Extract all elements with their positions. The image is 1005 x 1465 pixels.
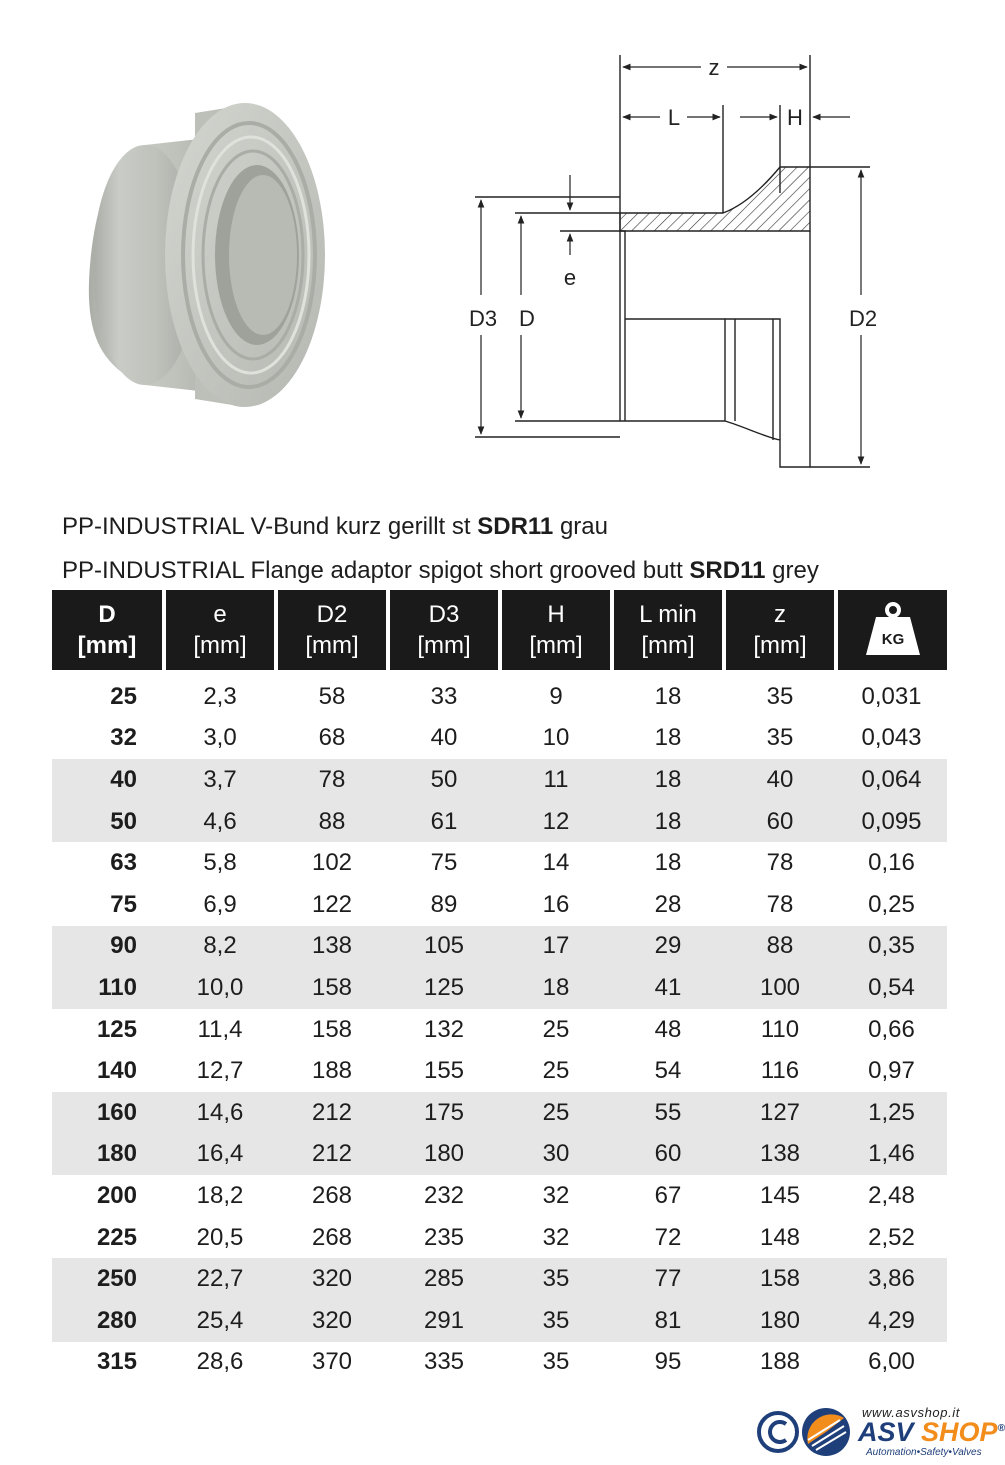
dimensions-table: [52, 590, 947, 1383]
table-cell: 175: [388, 1092, 500, 1134]
table-cell: 320: [276, 1300, 388, 1342]
table-cell: 11,4: [197, 1015, 243, 1043]
table-cell: 25: [542, 1057, 570, 1085]
table-cell: 138: [276, 926, 388, 968]
table-row: [52, 1050, 947, 1092]
table-row: [52, 1092, 947, 1134]
table-row: [52, 759, 947, 801]
table-cell: 0,35: [836, 926, 947, 968]
table-cell: 160: [52, 1092, 164, 1134]
table-cell: 18: [612, 759, 724, 801]
header-d2: D2 [mm]: [276, 590, 388, 670]
table-cell: 268: [311, 1181, 353, 1209]
table-cell: 335: [423, 1348, 465, 1376]
table-cell: 78: [766, 849, 794, 877]
table-cell: 18: [654, 724, 682, 752]
table-cell: 158: [311, 1015, 353, 1043]
table-cell: 285: [388, 1258, 500, 1300]
header-d: D [mm]: [52, 590, 164, 670]
table-cell: 78: [766, 890, 794, 918]
table-cell: 280: [52, 1300, 164, 1342]
table-cell: 16: [542, 890, 570, 918]
table-cell: 67: [654, 1181, 682, 1209]
table-cell: 1,46: [836, 1134, 947, 1176]
table-cell: 10: [542, 724, 570, 752]
table-cell: 148: [759, 1223, 801, 1251]
table-cell: 60: [724, 801, 836, 843]
product-photo: [85, 95, 330, 415]
table-cell: 18: [500, 967, 612, 1009]
header-d3: D3 [mm]: [388, 590, 500, 670]
table-cell: 35: [500, 1258, 612, 1300]
table-cell: 188: [759, 1348, 801, 1376]
table-cell: 100: [724, 967, 836, 1009]
product-titles: [62, 505, 962, 593]
table-cell: 138: [724, 1134, 836, 1176]
table-cell: 25: [500, 1092, 612, 1134]
table-row: [52, 884, 947, 926]
table-cell: 158: [724, 1258, 836, 1300]
table-cell: 3,0: [203, 724, 237, 752]
table-row: [52, 676, 947, 718]
label-e: e: [563, 265, 577, 290]
table-cell: 14: [542, 849, 570, 877]
table-cell: 18: [654, 849, 682, 877]
table-row: [52, 1009, 947, 1051]
table-cell: 155: [423, 1057, 465, 1085]
table-cell: 4,29: [836, 1300, 947, 1342]
table-cell: 2,3: [203, 682, 237, 710]
title-english: PP-INDUSTRIAL Flange adaptor spigot short grooved butt SRD11 grey: [62, 557, 819, 584]
table-row: [52, 801, 947, 843]
table-row: [52, 967, 947, 1009]
table-cell: 145: [759, 1181, 801, 1209]
table-cell: 9: [549, 682, 563, 710]
label-d2: D2: [848, 306, 878, 331]
table-cell: 22,7: [164, 1258, 276, 1300]
header-e: e [mm]: [164, 590, 276, 670]
table-cell: 48: [654, 1015, 682, 1043]
table-row: [52, 842, 947, 884]
header-z: z [mm]: [724, 590, 836, 670]
table-cell: 3,7: [164, 759, 276, 801]
table-cell: 75: [110, 890, 137, 918]
table-cell: 68: [318, 724, 346, 752]
table-cell: 4,6: [164, 801, 276, 843]
table-cell: 41: [612, 967, 724, 1009]
table-cell: 3,86: [836, 1258, 947, 1300]
table-cell: 315: [96, 1348, 137, 1376]
table-cell: 212: [276, 1092, 388, 1134]
table-cell: 25: [542, 1015, 570, 1043]
table-row: [52, 926, 947, 968]
table-cell: 25,4: [164, 1300, 276, 1342]
label-l: L: [667, 105, 681, 130]
table-cell: 158: [276, 967, 388, 1009]
table-row: [52, 1175, 947, 1217]
header-weight: [836, 590, 947, 670]
table-cell: 140: [96, 1057, 137, 1085]
table-cell: 6,9: [203, 890, 237, 918]
table-cell: 14,6: [164, 1092, 276, 1134]
table-cell: 0,031: [861, 682, 922, 710]
table-cell: 132: [423, 1015, 465, 1043]
table-cell: 5,8: [203, 849, 237, 877]
table-cell: 0,095: [836, 801, 947, 843]
table-cell: 12: [500, 801, 612, 843]
table-cell: 32: [542, 1223, 570, 1251]
table-cell: 25: [110, 682, 137, 710]
table-cell: 370: [311, 1348, 353, 1376]
table-cell: 225: [96, 1223, 137, 1251]
table-cell: 55: [612, 1092, 724, 1134]
table-cell: 18,2: [196, 1181, 244, 1209]
table-cell: 33: [430, 682, 458, 710]
table-cell: 16,4: [164, 1134, 276, 1176]
table-cell: 18: [654, 682, 682, 710]
table-cell: 88: [724, 926, 836, 968]
table-row: [52, 1300, 947, 1342]
table-cell: 60: [612, 1134, 724, 1176]
table-row: [52, 1134, 947, 1176]
table-cell: 6,00: [868, 1348, 915, 1376]
table-cell: 72: [654, 1223, 682, 1251]
table-cell: 291: [388, 1300, 500, 1342]
table-cell: 40: [724, 759, 836, 801]
table-cell: 125: [96, 1015, 137, 1043]
table-cell: 127: [724, 1092, 836, 1134]
technical-drawing: [455, 45, 915, 485]
table-cell: 90: [52, 926, 164, 968]
table-row: [52, 718, 947, 760]
table-cell: 35: [766, 682, 794, 710]
table-cell: 78: [276, 759, 388, 801]
table-cell: 0,97: [868, 1057, 915, 1085]
table-cell: 17: [500, 926, 612, 968]
table-cell: 110: [760, 1015, 800, 1043]
table-cell: 63: [110, 849, 137, 877]
table-cell: 1,25: [836, 1092, 947, 1134]
table-cell: 20,5: [196, 1223, 244, 1251]
header-l-min: L min [mm]: [612, 590, 724, 670]
logo-name: ASV SHOP®: [858, 1417, 1005, 1447]
table-cell: 125: [388, 967, 500, 1009]
table-cell: 75: [430, 849, 458, 877]
label-z: z: [708, 55, 720, 80]
table-cell: 180: [388, 1134, 500, 1176]
table-header-row: [52, 590, 947, 670]
table-cell: 0,54: [836, 967, 947, 1009]
table-cell: 235: [423, 1223, 465, 1251]
table-cell: 102: [311, 849, 353, 877]
table-cell: 188: [311, 1057, 353, 1085]
table-cell: 28,6: [196, 1348, 244, 1376]
table-cell: 0,16: [868, 849, 915, 877]
table-cell: 77: [612, 1258, 724, 1300]
table-cell: 58: [318, 682, 346, 710]
table-cell: 88: [276, 801, 388, 843]
table-cell: 122: [311, 890, 353, 918]
table-cell: 50: [52, 801, 164, 843]
table-cell: 35: [766, 724, 794, 752]
table-cell: 2,48: [868, 1181, 915, 1209]
table-cell: 32: [110, 724, 137, 752]
table-cell: 11: [500, 759, 612, 801]
weight-icon: [862, 601, 924, 659]
label-d: D: [519, 306, 535, 331]
table-cell: 180: [724, 1300, 836, 1342]
svg-text:KG: KG: [881, 631, 904, 648]
table-cell: 40: [52, 759, 164, 801]
table-cell: 268: [311, 1223, 353, 1251]
table-cell: 12,7: [196, 1057, 244, 1085]
table-cell: 200: [96, 1181, 137, 1209]
table-body: [52, 676, 947, 1383]
table-cell: 50: [388, 759, 500, 801]
table-cell: 35: [500, 1300, 612, 1342]
table-cell: 10,0: [164, 967, 276, 1009]
table-cell: 0,25: [868, 890, 915, 918]
table-cell: 81: [612, 1300, 724, 1342]
table-cell: 232: [423, 1181, 465, 1209]
title-german: PP-INDUSTRIAL V-Bund kurz gerillt st SDR11 grau: [62, 513, 608, 540]
table-row: [52, 1217, 947, 1259]
table-cell: 61: [388, 801, 500, 843]
table-cell: 116: [760, 1057, 800, 1085]
table-cell: 212: [276, 1134, 388, 1176]
table-cell: 35: [542, 1348, 570, 1376]
table-cell: 32: [542, 1181, 570, 1209]
table-cell: 0,043: [861, 724, 922, 752]
table-cell: 250: [52, 1258, 164, 1300]
logo-url[interactable]: www.asvshop.it: [862, 1405, 960, 1420]
header-h: H [mm]: [500, 590, 612, 670]
table-cell: 0,66: [868, 1015, 915, 1043]
logo-tagline: Automation•Safety•Valves: [866, 1447, 982, 1458]
table-cell: 30: [500, 1134, 612, 1176]
label-d3: D3: [468, 306, 498, 331]
table-cell: 40: [430, 724, 458, 752]
table-cell: 320: [276, 1258, 388, 1300]
label-h: H: [787, 105, 803, 130]
table-cell: 28: [654, 890, 682, 918]
table-cell: 2,52: [868, 1223, 915, 1251]
table-cell: 105: [388, 926, 500, 968]
table-cell: 89: [430, 890, 458, 918]
table-row: [52, 1342, 947, 1384]
table-cell: 0,064: [836, 759, 947, 801]
table-cell: 180: [52, 1134, 164, 1176]
table-cell: 54: [654, 1057, 682, 1085]
table-cell: 18: [612, 801, 724, 843]
table-cell: 110: [52, 967, 164, 1009]
table-cell: 95: [654, 1348, 682, 1376]
table-row: [52, 1258, 947, 1300]
table-cell: 29: [612, 926, 724, 968]
table-cell: 8,2: [164, 926, 276, 968]
